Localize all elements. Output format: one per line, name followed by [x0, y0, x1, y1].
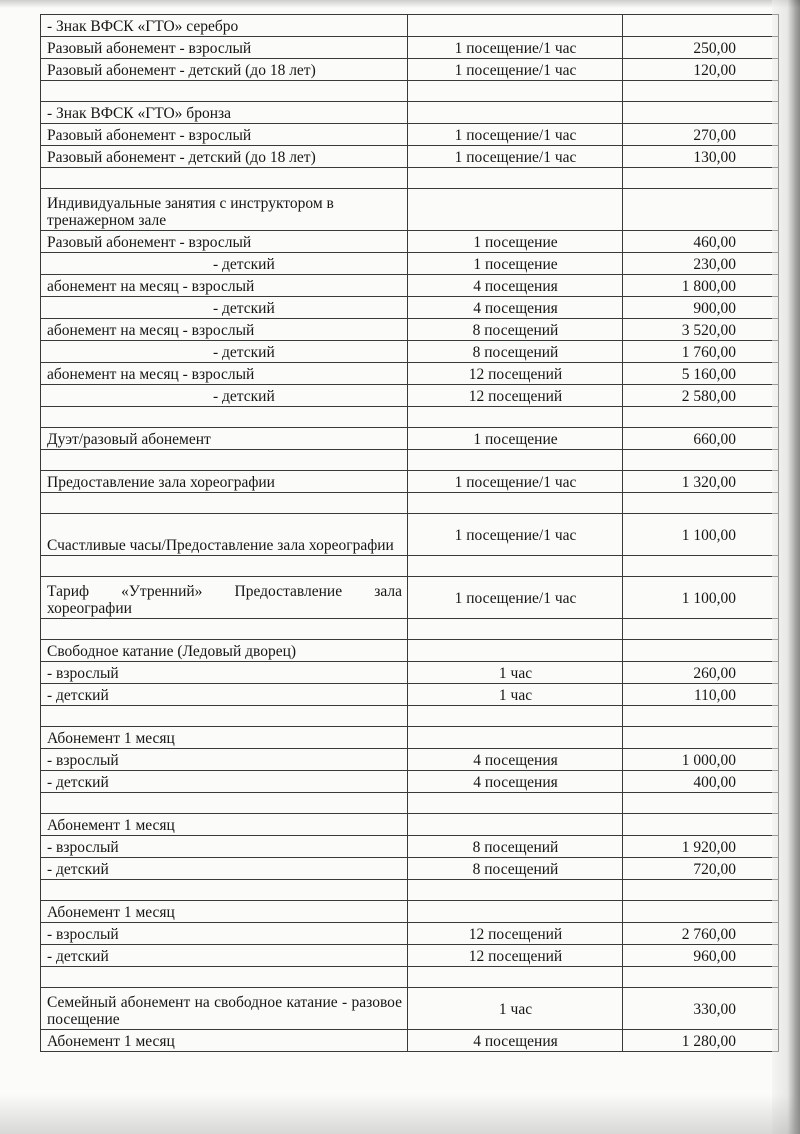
- quantity-cell: 1 посещение/1 час: [408, 577, 623, 619]
- table-row: [41, 319, 779, 341]
- empty-cell: [623, 793, 779, 814]
- empty-cell: [408, 168, 623, 189]
- empty-cell: [41, 81, 408, 102]
- quantity-cell: 1 посещение/1 час: [408, 37, 623, 59]
- empty-cell: [623, 15, 779, 37]
- price-cell: 250,00: [623, 37, 779, 59]
- service-name-cell: абонемент на месяц - взрослый: [41, 275, 408, 297]
- empty-cell: [408, 102, 623, 124]
- service-name-cell: - детский: [41, 297, 408, 319]
- table-row: [41, 771, 779, 793]
- table-row: [41, 297, 779, 319]
- service-name-cell: - детский: [41, 253, 408, 275]
- empty-cell: [408, 640, 623, 662]
- service-name-cell: Разовый абонемент - взрослый: [41, 124, 408, 146]
- price-cell: 330,00: [623, 988, 779, 1030]
- empty-cell: [408, 793, 623, 814]
- empty-cell: [41, 706, 408, 727]
- empty-cell: [408, 450, 623, 471]
- price-cell: 110,00: [623, 684, 779, 706]
- price-cell: 460,00: [623, 231, 779, 253]
- empty-cell: [623, 168, 779, 189]
- price-cell: 270,00: [623, 124, 779, 146]
- service-name-cell: Дуэт/разовый абонемент: [41, 428, 408, 450]
- price-cell: 720,00: [623, 858, 779, 880]
- price-cell: 3 520,00: [623, 319, 779, 341]
- table-row: [41, 385, 779, 407]
- empty-cell: [408, 706, 623, 727]
- table-row: [41, 901, 779, 923]
- table-row: [41, 1030, 779, 1052]
- spacer-row: [41, 967, 779, 988]
- empty-cell: [623, 640, 779, 662]
- empty-cell: [41, 556, 408, 577]
- table-row: [41, 341, 779, 363]
- quantity-cell: 12 посещений: [408, 363, 623, 385]
- spacer-row: [41, 880, 779, 901]
- table-row: [41, 988, 779, 1030]
- service-name-cell: - детский: [41, 771, 408, 793]
- section-title-cell: Абонемент 1 месяц: [41, 727, 408, 749]
- price-cell: 1 760,00: [623, 341, 779, 363]
- table-row: [41, 836, 779, 858]
- price-cell: 1 100,00: [623, 577, 779, 619]
- empty-cell: [623, 102, 779, 124]
- price-cell: 900,00: [623, 297, 779, 319]
- service-name-cell: Семейный абонемент на свободное катание - разовое посещение: [41, 988, 408, 1030]
- empty-cell: [408, 727, 623, 749]
- quantity-cell: 12 посещений: [408, 945, 623, 967]
- quantity-cell: 1 час: [408, 662, 623, 684]
- quantity-cell: 1 посещение: [408, 253, 623, 275]
- section-title-cell: Индивидуальные занятия с инструктором в тренажерном зале: [41, 189, 408, 231]
- spacer-row: [41, 619, 779, 640]
- empty-cell: [623, 727, 779, 749]
- spacer-row: [41, 793, 779, 814]
- price-cell: 400,00: [623, 771, 779, 793]
- empty-cell: [408, 814, 623, 836]
- quantity-cell: 8 посещений: [408, 319, 623, 341]
- service-name-cell: абонемент на месяц - взрослый: [41, 319, 408, 341]
- price-cell: 1 280,00: [623, 1030, 779, 1052]
- service-name-cell: Разовый абонемент - взрослый: [41, 231, 408, 253]
- scan-top-shadow: [0, 0, 800, 8]
- price-cell: 130,00: [623, 146, 779, 168]
- service-name-cell: - детский: [41, 684, 408, 706]
- quantity-cell: 1 час: [408, 988, 623, 1030]
- price-cell: 1 320,00: [623, 471, 779, 493]
- section-title-cell: Свободное катание (Ледовый дворец): [41, 640, 408, 662]
- empty-cell: [408, 967, 623, 988]
- table-row: [41, 471, 779, 493]
- empty-cell: [41, 407, 408, 428]
- quantity-cell: 1 посещение/1 час: [408, 124, 623, 146]
- empty-cell: [623, 901, 779, 923]
- spacer-row: [41, 556, 779, 577]
- table-row: [41, 59, 779, 81]
- empty-cell: [623, 967, 779, 988]
- quantity-cell: 4 посещения: [408, 749, 623, 771]
- quantity-cell: 8 посещений: [408, 858, 623, 880]
- empty-cell: [408, 15, 623, 37]
- spacer-row: [41, 493, 779, 514]
- quantity-cell: 1 посещение/1 час: [408, 471, 623, 493]
- quantity-cell: 8 посещений: [408, 836, 623, 858]
- service-name-cell: абонемент на месяц - взрослый: [41, 363, 408, 385]
- service-name-cell: Разовый абонемент - детский (до 18 лет): [41, 59, 408, 81]
- table-row: [41, 814, 779, 836]
- empty-cell: [623, 81, 779, 102]
- price-cell: 2 760,00: [623, 923, 779, 945]
- table-row: [41, 640, 779, 662]
- empty-cell: [408, 880, 623, 901]
- empty-cell: [408, 556, 623, 577]
- service-name-cell: - детский: [41, 385, 408, 407]
- table-row: [41, 514, 779, 556]
- price-cell: 660,00: [623, 428, 779, 450]
- price-cell: 1 800,00: [623, 275, 779, 297]
- quantity-cell: 1 посещение: [408, 231, 623, 253]
- table-row: [41, 15, 779, 37]
- quantity-cell: 1 посещение/1 час: [408, 514, 623, 556]
- price-cell: 1 100,00: [623, 514, 779, 556]
- service-name-cell: Предоставление зала хореографии: [41, 471, 408, 493]
- service-name-cell: Счастливые часы/Предоставление зала хореографии: [41, 514, 408, 556]
- scan-bottom-shadow: [0, 1094, 800, 1134]
- empty-cell: [41, 493, 408, 514]
- spacer-row: [41, 168, 779, 189]
- service-name-cell: - взрослый: [41, 662, 408, 684]
- quantity-cell: 12 посещений: [408, 923, 623, 945]
- quantity-cell: 4 посещения: [408, 1030, 623, 1052]
- empty-cell: [623, 706, 779, 727]
- quantity-cell: 4 посещения: [408, 275, 623, 297]
- empty-cell: [41, 967, 408, 988]
- service-name-cell: - детский: [41, 858, 408, 880]
- section-title-cell: Абонемент 1 месяц: [41, 814, 408, 836]
- empty-cell: [408, 901, 623, 923]
- empty-cell: [41, 168, 408, 189]
- table-row: [41, 102, 779, 124]
- service-name-cell: - детский: [41, 945, 408, 967]
- table-row: [41, 253, 779, 275]
- service-name-cell: - взрослый: [41, 836, 408, 858]
- service-name-cell: Абонемент 1 месяц: [41, 1030, 408, 1052]
- empty-cell: [623, 493, 779, 514]
- spacer-row: [41, 81, 779, 102]
- table-row: [41, 577, 779, 619]
- quantity-cell: 1 посещение: [408, 428, 623, 450]
- spacer-row: [41, 706, 779, 727]
- scan-page-edge: [772, 0, 800, 1134]
- quantity-cell: 12 посещений: [408, 385, 623, 407]
- empty-cell: [41, 450, 408, 471]
- service-name-cell: Тариф «Утренний» Предоставление зала хореографии: [41, 577, 408, 619]
- empty-cell: [41, 880, 408, 901]
- empty-cell: [623, 814, 779, 836]
- table-row: [41, 428, 779, 450]
- table-row: [41, 37, 779, 59]
- table-row: [41, 231, 779, 253]
- price-cell: 960,00: [623, 945, 779, 967]
- section-title-cell: - Знак ВФСК «ГТО» бронза: [41, 102, 408, 124]
- table-row: [41, 662, 779, 684]
- empty-cell: [623, 880, 779, 901]
- quantity-cell: 1 посещение/1 час: [408, 146, 623, 168]
- table-row: [41, 727, 779, 749]
- price-cell: 120,00: [623, 59, 779, 81]
- price-cell: 260,00: [623, 662, 779, 684]
- empty-cell: [408, 81, 623, 102]
- empty-cell: [408, 619, 623, 640]
- empty-cell: [623, 450, 779, 471]
- price-cell: 1 000,00: [623, 749, 779, 771]
- table-row: [41, 124, 779, 146]
- table-row: [41, 923, 779, 945]
- table-row: [41, 189, 779, 231]
- table-row: [41, 858, 779, 880]
- price-cell: 5 160,00: [623, 363, 779, 385]
- service-name-cell: - детский: [41, 341, 408, 363]
- table-row: [41, 146, 779, 168]
- empty-cell: [408, 189, 623, 231]
- table-row: [41, 363, 779, 385]
- quantity-cell: 8 посещений: [408, 341, 623, 363]
- section-title-cell: - Знак ВФСК «ГТО» серебро: [41, 15, 408, 37]
- price-cell: 230,00: [623, 253, 779, 275]
- quantity-cell: 4 посещения: [408, 297, 623, 319]
- empty-cell: [623, 407, 779, 428]
- empty-cell: [623, 619, 779, 640]
- price-list-body: [41, 15, 779, 1052]
- table-row: [41, 684, 779, 706]
- service-name-cell: - взрослый: [41, 923, 408, 945]
- service-name-cell: Разовый абонемент - взрослый: [41, 37, 408, 59]
- price-list-table: [40, 14, 779, 1052]
- spacer-row: [41, 450, 779, 471]
- table-row: [41, 749, 779, 771]
- spacer-row: [41, 407, 779, 428]
- price-cell: 1 920,00: [623, 836, 779, 858]
- empty-cell: [623, 189, 779, 231]
- empty-cell: [623, 556, 779, 577]
- service-name-cell: - взрослый: [41, 749, 408, 771]
- quantity-cell: 1 посещение/1 час: [408, 59, 623, 81]
- quantity-cell: 1 час: [408, 684, 623, 706]
- quantity-cell: 4 посещения: [408, 771, 623, 793]
- empty-cell: [41, 793, 408, 814]
- empty-cell: [408, 407, 623, 428]
- empty-cell: [408, 493, 623, 514]
- table-row: [41, 275, 779, 297]
- empty-cell: [41, 619, 408, 640]
- section-title-cell: Абонемент 1 месяц: [41, 901, 408, 923]
- service-name-cell: Разовый абонемент - детский (до 18 лет): [41, 146, 408, 168]
- table-row: [41, 945, 779, 967]
- price-cell: 2 580,00: [623, 385, 779, 407]
